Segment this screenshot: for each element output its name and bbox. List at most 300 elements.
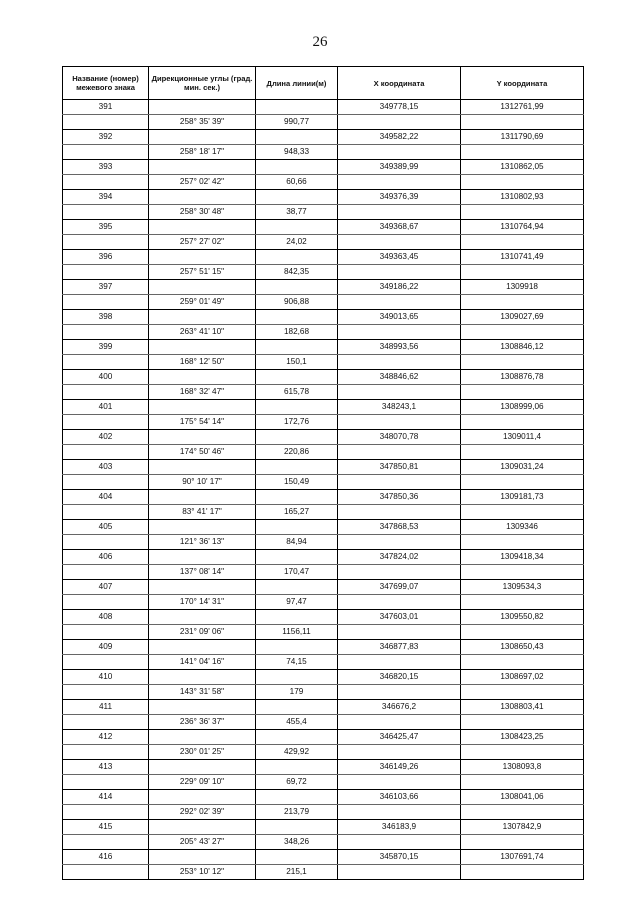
x-coordinate: 349582,22 <box>338 130 461 145</box>
table-row <box>63 205 584 220</box>
y-coordinate: 1308041,06 <box>461 790 584 805</box>
line-length: 906,88 <box>256 295 338 310</box>
table-row <box>63 415 584 430</box>
x-cell-empty <box>338 265 461 280</box>
x-coordinate: 349013,65 <box>338 310 461 325</box>
length-cell-empty <box>256 100 338 115</box>
y-coordinate: 1308999,06 <box>461 400 584 415</box>
y-cell-empty <box>461 865 584 880</box>
name-cell-empty <box>63 805 149 820</box>
point-name: 391 <box>63 100 149 115</box>
line-length: 213,79 <box>256 805 338 820</box>
y-coordinate: 1310764,94 <box>461 220 584 235</box>
y-cell-empty <box>461 625 584 640</box>
point-name: 403 <box>63 460 149 475</box>
x-cell-empty <box>338 565 461 580</box>
direction-angle: 168° 32' 47" <box>149 385 256 400</box>
name-cell-empty <box>63 115 149 130</box>
x-coordinate: 347868,53 <box>338 520 461 535</box>
direction-angle: 137° 08' 14" <box>149 565 256 580</box>
table-row <box>63 685 584 700</box>
table-row <box>63 730 584 745</box>
point-name: 408 <box>63 610 149 625</box>
length-cell-empty <box>256 340 338 355</box>
x-coordinate: 349389,99 <box>338 160 461 175</box>
direction-angle: 121° 36' 13" <box>149 535 256 550</box>
length-cell-empty <box>256 430 338 445</box>
direction-angle: 174° 50' 46" <box>149 445 256 460</box>
point-name: 402 <box>63 430 149 445</box>
direction-angle: 141° 04' 16" <box>149 655 256 670</box>
length-cell-empty <box>256 370 338 385</box>
y-cell-empty <box>461 355 584 370</box>
table-row <box>63 610 584 625</box>
angle-cell-empty <box>149 190 256 205</box>
table-row <box>63 580 584 595</box>
point-name: 406 <box>63 550 149 565</box>
point-name: 407 <box>63 580 149 595</box>
angle-cell-empty <box>149 220 256 235</box>
point-name: 395 <box>63 220 149 235</box>
y-cell-empty <box>461 175 584 190</box>
y-coordinate: 1309418,34 <box>461 550 584 565</box>
table-row <box>63 190 584 205</box>
point-name: 414 <box>63 790 149 805</box>
line-length: 24,02 <box>256 235 338 250</box>
angle-cell-empty <box>149 130 256 145</box>
x-coordinate: 349363,45 <box>338 250 461 265</box>
length-cell-empty <box>256 310 338 325</box>
point-name: 394 <box>63 190 149 205</box>
y-cell-empty <box>461 805 584 820</box>
x-coordinate: 348070,78 <box>338 430 461 445</box>
x-cell-empty <box>338 655 461 670</box>
angle-cell-empty <box>149 670 256 685</box>
name-cell-empty <box>63 385 149 400</box>
x-cell-empty <box>338 865 461 880</box>
y-coordinate: 1308876,78 <box>461 370 584 385</box>
x-cell-empty <box>338 505 461 520</box>
angle-cell-empty <box>149 100 256 115</box>
y-cell-empty <box>461 415 584 430</box>
angle-cell-empty <box>149 610 256 625</box>
length-cell-empty <box>256 160 338 175</box>
table-row <box>63 130 584 145</box>
x-coordinate: 346183,9 <box>338 820 461 835</box>
name-cell-empty <box>63 835 149 850</box>
x-cell-empty <box>338 295 461 310</box>
direction-angle: 292° 02' 39" <box>149 805 256 820</box>
length-cell-empty <box>256 550 338 565</box>
point-name: 413 <box>63 760 149 775</box>
table-row <box>63 535 584 550</box>
direction-angle: 229° 09' 10" <box>149 775 256 790</box>
point-name: 410 <box>63 670 149 685</box>
table-row <box>63 490 584 505</box>
line-length: 990,77 <box>256 115 338 130</box>
y-coordinate: 1308423,25 <box>461 730 584 745</box>
y-cell-empty <box>461 505 584 520</box>
point-name: 393 <box>63 160 149 175</box>
length-cell-empty <box>256 730 338 745</box>
y-cell-empty <box>461 385 584 400</box>
x-cell-empty <box>338 385 461 400</box>
table-row <box>63 400 584 415</box>
length-cell-empty <box>256 250 338 265</box>
table-row <box>63 145 584 160</box>
y-cell-empty <box>461 715 584 730</box>
name-cell-empty <box>63 325 149 340</box>
table-row <box>63 655 584 670</box>
y-coordinate: 1309031,24 <box>461 460 584 475</box>
line-length: 84,94 <box>256 535 338 550</box>
x-coordinate: 347824,02 <box>338 550 461 565</box>
direction-angle: 175° 54' 14" <box>149 415 256 430</box>
table-row <box>63 235 584 250</box>
name-cell-empty <box>63 415 149 430</box>
line-length: 150,1 <box>256 355 338 370</box>
point-name: 397 <box>63 280 149 295</box>
point-name: 412 <box>63 730 149 745</box>
x-coordinate: 346676,2 <box>338 700 461 715</box>
name-cell-empty <box>63 775 149 790</box>
line-length: 60,66 <box>256 175 338 190</box>
y-cell-empty <box>461 475 584 490</box>
table-row <box>63 670 584 685</box>
x-cell-empty <box>338 175 461 190</box>
y-coordinate: 1309550,82 <box>461 610 584 625</box>
x-coordinate: 347850,36 <box>338 490 461 505</box>
table-row <box>63 100 584 115</box>
line-length: 165,27 <box>256 505 338 520</box>
line-length: 182,68 <box>256 325 338 340</box>
y-coordinate: 1312761,99 <box>461 100 584 115</box>
length-cell-empty <box>256 820 338 835</box>
direction-angle: 253° 10' 12" <box>149 865 256 880</box>
line-length: 615,78 <box>256 385 338 400</box>
line-length: 348,26 <box>256 835 338 850</box>
y-cell-empty <box>461 565 584 580</box>
table-row <box>63 835 584 850</box>
length-cell-empty <box>256 610 338 625</box>
table-row <box>63 805 584 820</box>
angle-cell-empty <box>149 310 256 325</box>
name-cell-empty <box>63 235 149 250</box>
direction-angle: 258° 18' 17" <box>149 145 256 160</box>
name-cell-empty <box>63 595 149 610</box>
line-length: 842,35 <box>256 265 338 280</box>
point-name: 415 <box>63 820 149 835</box>
angle-cell-empty <box>149 400 256 415</box>
direction-angle: 168° 12' 50" <box>149 355 256 370</box>
y-cell-empty <box>461 445 584 460</box>
line-length: 1156,11 <box>256 625 338 640</box>
line-length: 455,4 <box>256 715 338 730</box>
name-cell-empty <box>63 715 149 730</box>
angle-cell-empty <box>149 790 256 805</box>
y-coordinate: 1307691,74 <box>461 850 584 865</box>
x-cell-empty <box>338 445 461 460</box>
y-cell-empty <box>461 205 584 220</box>
x-cell-empty <box>338 415 461 430</box>
length-cell-empty <box>256 400 338 415</box>
x-cell-empty <box>338 625 461 640</box>
point-name: 405 <box>63 520 149 535</box>
header-x: X координата <box>338 67 461 100</box>
y-cell-empty <box>461 115 584 130</box>
page-number: 26 <box>312 34 328 50</box>
line-length: 948,33 <box>256 145 338 160</box>
table-row <box>63 775 584 790</box>
y-coordinate: 1307842,9 <box>461 820 584 835</box>
y-coordinate: 1309534,3 <box>461 580 584 595</box>
header-y: Y координата <box>461 67 584 100</box>
name-cell-empty <box>63 445 149 460</box>
angle-cell-empty <box>149 730 256 745</box>
length-cell-empty <box>256 790 338 805</box>
table-row <box>63 550 584 565</box>
point-name: 396 <box>63 250 149 265</box>
y-coordinate: 1308093,8 <box>461 760 584 775</box>
point-name: 409 <box>63 640 149 655</box>
name-cell-empty <box>63 685 149 700</box>
direction-angle: 236° 36' 37" <box>149 715 256 730</box>
direction-angle: 257° 02' 42" <box>149 175 256 190</box>
x-coordinate: 349778,15 <box>338 100 461 115</box>
table-body <box>63 100 584 880</box>
line-length: 220,86 <box>256 445 338 460</box>
y-coordinate: 1311790,69 <box>461 130 584 145</box>
y-coordinate: 1309181,73 <box>461 490 584 505</box>
y-cell-empty <box>461 265 584 280</box>
point-name: 416 <box>63 850 149 865</box>
table-header <box>63 67 584 100</box>
header-name: Название (номер) межевого знака <box>63 67 149 100</box>
y-coordinate: 1310862,05 <box>461 160 584 175</box>
x-cell-empty <box>338 535 461 550</box>
table-row <box>63 310 584 325</box>
direction-angle: 257° 27' 02" <box>149 235 256 250</box>
name-cell-empty <box>63 475 149 490</box>
x-cell-empty <box>338 235 461 250</box>
table-row <box>63 220 584 235</box>
name-cell-empty <box>63 295 149 310</box>
angle-cell-empty <box>149 640 256 655</box>
table-row <box>63 340 584 355</box>
angle-cell-empty <box>149 370 256 385</box>
table-row <box>63 745 584 760</box>
angle-cell-empty <box>149 340 256 355</box>
angle-cell-empty <box>149 520 256 535</box>
length-cell-empty <box>256 190 338 205</box>
y-coordinate: 1309027,69 <box>461 310 584 325</box>
x-coordinate: 348993,56 <box>338 340 461 355</box>
angle-cell-empty <box>149 700 256 715</box>
line-length: 74,15 <box>256 655 338 670</box>
y-coordinate: 1309011,4 <box>461 430 584 445</box>
table-row <box>63 595 584 610</box>
line-length: 429,92 <box>256 745 338 760</box>
length-cell-empty <box>256 520 338 535</box>
x-cell-empty <box>338 805 461 820</box>
x-coordinate: 349186,22 <box>338 280 461 295</box>
y-cell-empty <box>461 145 584 160</box>
y-cell-empty <box>461 325 584 340</box>
direction-angle: 83° 41' 17" <box>149 505 256 520</box>
y-coordinate: 1308803,41 <box>461 700 584 715</box>
x-coordinate: 347699,07 <box>338 580 461 595</box>
y-cell-empty <box>461 745 584 760</box>
point-name: 411 <box>63 700 149 715</box>
length-cell-empty <box>256 490 338 505</box>
name-cell-empty <box>63 535 149 550</box>
table-row <box>63 160 584 175</box>
x-cell-empty <box>338 145 461 160</box>
direction-angle: 205° 43' 27" <box>149 835 256 850</box>
x-coordinate: 345870,15 <box>338 850 461 865</box>
table-row <box>63 715 584 730</box>
x-cell-empty <box>338 205 461 220</box>
direction-angle: 230° 01' 25" <box>149 745 256 760</box>
table-row <box>63 850 584 865</box>
angle-cell-empty <box>149 250 256 265</box>
name-cell-empty <box>63 565 149 580</box>
x-cell-empty <box>338 325 461 340</box>
line-length: 179 <box>256 685 338 700</box>
y-coordinate: 1308846,12 <box>461 340 584 355</box>
length-cell-empty <box>256 760 338 775</box>
line-length: 215,1 <box>256 865 338 880</box>
table-row <box>63 445 584 460</box>
y-cell-empty <box>461 295 584 310</box>
name-cell-empty <box>63 355 149 370</box>
angle-cell-empty <box>149 430 256 445</box>
y-cell-empty <box>461 775 584 790</box>
x-cell-empty <box>338 685 461 700</box>
x-coordinate: 346149,26 <box>338 760 461 775</box>
table-row <box>63 790 584 805</box>
line-length: 172,76 <box>256 415 338 430</box>
table-row <box>63 355 584 370</box>
table-row <box>63 625 584 640</box>
y-coordinate: 1310741,49 <box>461 250 584 265</box>
y-coordinate: 1308650,43 <box>461 640 584 655</box>
point-name: 392 <box>63 130 149 145</box>
table-row <box>63 460 584 475</box>
length-cell-empty <box>256 700 338 715</box>
direction-angle: 231° 09' 06" <box>149 625 256 640</box>
table-row <box>63 250 584 265</box>
name-cell-empty <box>63 145 149 160</box>
direction-angle: 258° 30' 48" <box>149 205 256 220</box>
angle-cell-empty <box>149 760 256 775</box>
x-coordinate: 348846,62 <box>338 370 461 385</box>
x-coordinate: 346877,83 <box>338 640 461 655</box>
table-row <box>63 370 584 385</box>
coordinates-table <box>62 66 584 880</box>
x-cell-empty <box>338 745 461 760</box>
table-row <box>63 265 584 280</box>
y-cell-empty <box>461 655 584 670</box>
x-coordinate: 346820,15 <box>338 670 461 685</box>
direction-angle: 143° 31' 58" <box>149 685 256 700</box>
y-cell-empty <box>461 685 584 700</box>
table-row <box>63 175 584 190</box>
table-row <box>63 280 584 295</box>
direction-angle: 257° 51' 15" <box>149 265 256 280</box>
point-name: 401 <box>63 400 149 415</box>
table-row <box>63 385 584 400</box>
name-cell-empty <box>63 865 149 880</box>
length-cell-empty <box>256 280 338 295</box>
table-row <box>63 430 584 445</box>
angle-cell-empty <box>149 550 256 565</box>
angle-cell-empty <box>149 160 256 175</box>
line-length: 38,77 <box>256 205 338 220</box>
length-cell-empty <box>256 850 338 865</box>
length-cell-empty <box>256 640 338 655</box>
x-coordinate: 348243,1 <box>338 400 461 415</box>
point-name: 399 <box>63 340 149 355</box>
table-row <box>63 640 584 655</box>
direction-angle: 263° 41' 10" <box>149 325 256 340</box>
direction-angle: 259° 01' 49" <box>149 295 256 310</box>
header-angles: Дирекционные углы (град. мин. сек.) <box>149 67 256 100</box>
y-cell-empty <box>461 235 584 250</box>
angle-cell-empty <box>149 280 256 295</box>
length-cell-empty <box>256 460 338 475</box>
name-cell-empty <box>63 265 149 280</box>
x-coordinate: 346103,66 <box>338 790 461 805</box>
y-coordinate: 1308697,02 <box>461 670 584 685</box>
point-name: 404 <box>63 490 149 505</box>
x-cell-empty <box>338 115 461 130</box>
table-row <box>63 115 584 130</box>
y-cell-empty <box>461 835 584 850</box>
x-coordinate: 347850,81 <box>338 460 461 475</box>
y-cell-empty <box>461 535 584 550</box>
name-cell-empty <box>63 625 149 640</box>
table-row <box>63 565 584 580</box>
x-coordinate: 349368,67 <box>338 220 461 235</box>
name-cell-empty <box>63 655 149 670</box>
table-row <box>63 505 584 520</box>
table-row <box>63 325 584 340</box>
x-cell-empty <box>338 595 461 610</box>
name-cell-empty <box>63 505 149 520</box>
table-row <box>63 295 584 310</box>
length-cell-empty <box>256 130 338 145</box>
y-coordinate: 1309346 <box>461 520 584 535</box>
name-cell-empty <box>63 745 149 760</box>
table-row <box>63 820 584 835</box>
direction-angle: 90° 10' 17" <box>149 475 256 490</box>
name-cell-empty <box>63 205 149 220</box>
line-length: 170,47 <box>256 565 338 580</box>
angle-cell-empty <box>149 460 256 475</box>
name-cell-empty <box>63 175 149 190</box>
direction-angle: 258° 35' 39" <box>149 115 256 130</box>
table-row <box>63 865 584 880</box>
table-row <box>63 760 584 775</box>
table-row <box>63 700 584 715</box>
angle-cell-empty <box>149 820 256 835</box>
length-cell-empty <box>256 220 338 235</box>
direction-angle: 170° 14' 31" <box>149 595 256 610</box>
line-length: 97,47 <box>256 595 338 610</box>
angle-cell-empty <box>149 490 256 505</box>
header-length: Длина линии(м) <box>256 67 338 100</box>
